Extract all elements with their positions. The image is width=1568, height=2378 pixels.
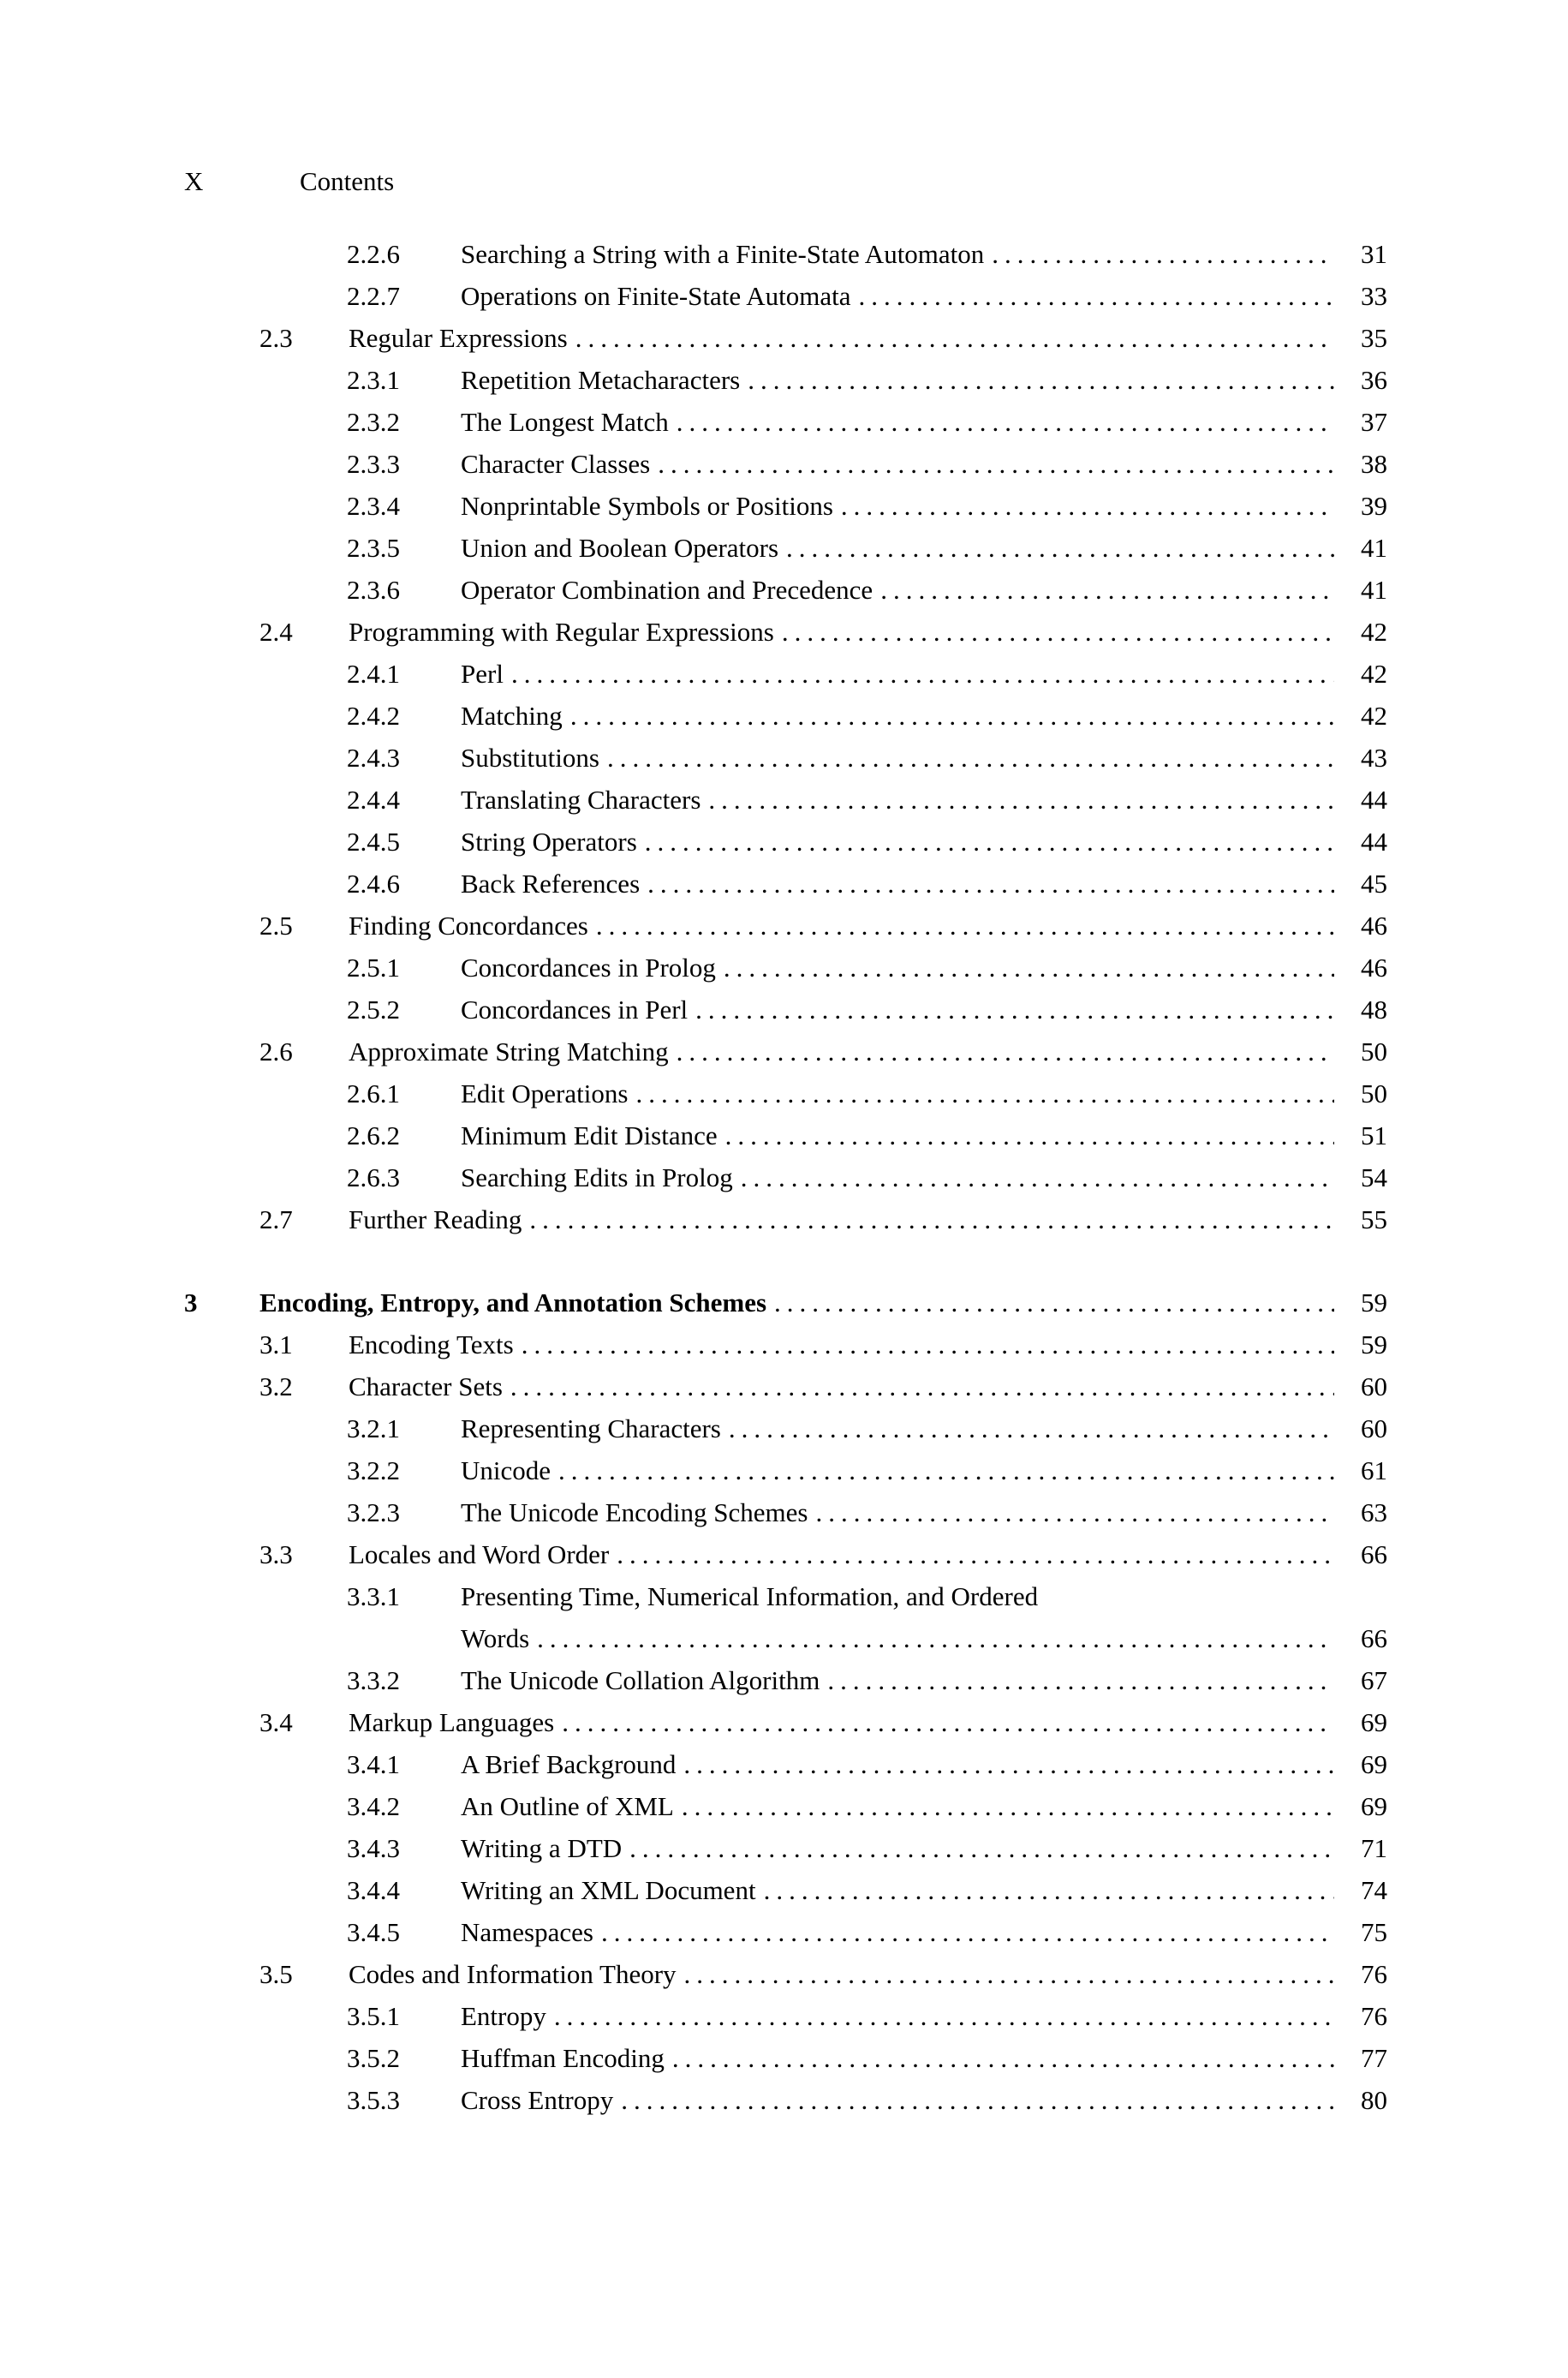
toc-entry-number: 2.4.5 [347,827,400,857]
toc-entry-title: The Longest Match [461,407,669,437]
toc-entry-number: 3.2 [259,1371,293,1401]
dot-leader [778,527,1334,569]
dot-leader [740,359,1334,401]
toc-entry [184,1785,1387,1827]
toc-entry [184,1827,1387,1869]
toc-entry-number: 3.5.3 [347,2085,400,2115]
dot-leader [588,905,1334,947]
dot-leader [613,2079,1334,2121]
toc-entry-title: A Brief Background [461,1749,677,1779]
toc-entry-page-number: 46 [1361,953,1387,983]
toc-entry-page-number: 69 [1361,1749,1387,1779]
toc-entry-page-number: 44 [1361,785,1387,815]
toc-entry-title: Repetition Metacharacters [461,365,741,395]
dot-leader [669,401,1334,443]
toc-entry-number: 2.4.6 [347,869,400,899]
toc-entry-title: Operator Combination and Precedence [461,575,873,605]
toc-entry-title: Approximate String Matching [349,1037,669,1067]
toc-entry [184,1072,1387,1114]
dot-leader [622,1827,1334,1869]
toc-entry-title: Codes and Information Theory [349,1959,677,1989]
toc-entry-page-number: 66 [1361,1539,1387,1569]
dot-leader [766,1282,1334,1323]
toc-entry-title: Writing an XML Document [461,1875,756,1905]
toc-entry-number: 2.3.2 [347,407,400,437]
toc-entry-number: 3.4.3 [347,1833,400,1863]
toc-entry-page-number: 48 [1361,995,1387,1025]
toc-entry-title: Markup Languages [349,1707,555,1737]
toc-entry-page-number: 66 [1361,1623,1387,1653]
toc-entry [184,1743,1387,1785]
toc-entry [184,1282,1387,1323]
toc-entry-number: 3.3 [259,1539,293,1569]
toc-entry-title: Encoding, Entropy, and Annotation Schemes [259,1288,767,1317]
toc-entry-title: Back References [461,869,641,899]
toc-entry-number: 3.5 [259,1959,293,1989]
toc-entry-number: 2.6 [259,1037,293,1067]
toc-entry-page-number: 76 [1361,1959,1387,1989]
dot-leader [669,1031,1334,1072]
toc-entry-number: 3.2.2 [347,1455,400,1485]
toc-entry-page-number: 50 [1361,1078,1387,1108]
toc-entry-title: Character Sets [349,1371,503,1401]
toc-entry [184,401,1387,443]
toc-entry-title: Perl [461,659,504,689]
toc-entry-page-number: 36 [1361,365,1387,395]
toc-entry-page-number: 61 [1361,1455,1387,1485]
toc-entry-title: Programming with Regular Expressions [349,617,774,647]
toc-entry-number: 3.3.1 [347,1581,400,1611]
toc-entry [184,569,1387,611]
toc-entry-page-number: 37 [1361,407,1387,437]
toc-entry-number: 2.6.2 [347,1120,400,1150]
toc-entry-number: 2.5.1 [347,953,400,983]
toc-entry-page-number: 41 [1361,575,1387,605]
toc-entry-number: 2.6.1 [347,1078,400,1108]
toc-entry-number: 2.3.1 [347,365,400,395]
toc-entry-number: 3.5.1 [347,2001,400,2031]
toc-entry-title: Namespaces [461,1917,593,1947]
dot-leader [568,317,1334,359]
toc-entry-title: Entropy [461,2001,546,2031]
dot-leader [820,1659,1334,1701]
toc-entry-page-number: 74 [1361,1875,1387,1905]
toc-entry-title: Operations on Finite-State Automata [461,281,851,311]
toc-entry-page-number: 45 [1361,869,1387,899]
toc-entry [184,443,1387,485]
dot-leader [503,1365,1334,1407]
toc-entry-number: 3.1 [259,1329,293,1359]
toc-entry [184,737,1387,779]
toc-entry-title: The Unicode Encoding Schemes [461,1497,808,1527]
dot-leader [514,1323,1334,1365]
toc-entry [184,233,1387,275]
toc-entry-page-number: 76 [1361,2001,1387,2031]
toc-entry [184,1995,1387,2037]
dot-leader [551,1449,1334,1491]
toc-entry-title: Nonprintable Symbols or Positions [461,491,833,521]
toc-entry [184,485,1387,527]
dot-leader [733,1156,1334,1198]
toc-entry-title: Concordances in Perl [461,995,689,1025]
toc-entry-page-number: 60 [1361,1371,1387,1401]
dot-leader [833,485,1334,527]
toc-entry-page-number: 41 [1361,533,1387,563]
toc-entry-title: Unicode [461,1455,551,1485]
toc-entry-page-number: 43 [1361,743,1387,773]
toc-entry [184,527,1387,569]
toc-entry-number: 2.2.7 [347,281,400,311]
toc-entry-page-number: 55 [1361,1204,1387,1234]
toc-entry-title: An Outline of XML [461,1791,674,1821]
toc-entry-number: 2.6.3 [347,1162,400,1192]
toc-entry-number: 3.4 [259,1707,293,1737]
toc-entry [184,1449,1387,1491]
toc-entry-title: Character Classes [461,449,651,479]
toc-entry-page-number: 69 [1361,1791,1387,1821]
toc-entry-page-number: 33 [1361,281,1387,311]
toc-entry-number: 2.2.6 [347,239,400,269]
toc-entry [184,2037,1387,2079]
toc-entry-number: 2.4.1 [347,659,400,689]
toc-entry-page-number: 67 [1361,1665,1387,1695]
toc-entry-page-number: 44 [1361,827,1387,857]
toc-entry [184,905,1387,947]
toc-entry-number: 2.7 [259,1204,293,1234]
toc-list [184,233,1387,2121]
toc-entry [184,1617,1387,1659]
toc-entry-title: Searching Edits in Prolog [461,1162,733,1192]
dot-leader [688,989,1334,1031]
toc-entry [184,1198,1387,1240]
toc-entry-title: Concordances in Prolog [461,953,716,983]
toc-entry-title: Finding Concordances [349,911,588,941]
toc-entry-number: 2.5 [259,911,293,941]
toc-entry-title: The Unicode Collation Algorithm [461,1665,820,1695]
toc-entry-page-number: 42 [1361,659,1387,689]
toc-entry-title: Substitutions [461,743,599,773]
dot-leader [721,1407,1334,1449]
toc-entry-number: 2.3 [259,323,293,353]
toc-entry-title: Regular Expressions [349,323,568,353]
toc-entry [184,1407,1387,1449]
toc-entry-title: Words [461,1623,530,1653]
toc-entry-title: Writing a DTD [461,1833,623,1863]
toc-entry [184,1114,1387,1156]
folio-page-number: X [184,166,204,196]
toc-entry [184,821,1387,863]
toc-entry-title: String Operators [461,827,637,857]
toc-entry [184,1156,1387,1198]
toc-entry-page-number: 46 [1361,911,1387,941]
dot-leader [701,779,1334,821]
toc-entry [184,1323,1387,1365]
toc-entry [184,1031,1387,1072]
toc-entry-number: 2.4.2 [347,701,400,731]
toc-entry-page-number: 77 [1361,2043,1387,2073]
dot-leader [718,1114,1334,1156]
dot-leader [716,947,1334,989]
toc-entry-number: 3.5.2 [347,2043,400,2073]
dot-leader [522,1198,1334,1240]
toc-entry-page-number: 59 [1361,1329,1387,1359]
toc-entry [184,1533,1387,1575]
dot-leader [640,863,1334,905]
toc-entry-title: Representing Characters [461,1413,721,1443]
toc-entry [184,653,1387,695]
toc-entry-title: Union and Boolean Operators [461,533,779,563]
toc-entry [184,275,1387,317]
toc-entry [184,863,1387,905]
toc-entry-number: 3.4.4 [347,1875,400,1905]
toc-entry-page-number: 63 [1361,1497,1387,1527]
toc-entry [184,1491,1387,1533]
toc-entry-page-number: 42 [1361,701,1387,731]
dot-leader [676,1743,1334,1785]
toc-entry-title: Cross Entropy [461,2085,614,2115]
toc-entry [184,989,1387,1031]
toc-entry-number: 3.2.1 [347,1413,400,1443]
dot-leader [677,1953,1334,1995]
toc-entry-title: Searching a String with a Finite-State Automaton [461,239,985,269]
dot-leader [609,1533,1334,1575]
toc-entry [184,1659,1387,1701]
toc-entry-page-number: 60 [1361,1413,1387,1443]
toc-entry-page-number: 35 [1361,323,1387,353]
toc-entry [184,317,1387,359]
toc-entry-number: 2.4 [259,617,293,647]
toc-entry-page-number: 31 [1361,239,1387,269]
toc-entry [184,1869,1387,1911]
toc-entry-page-number: 42 [1361,617,1387,647]
page-header [184,164,394,199]
toc-entry [184,1911,1387,1953]
toc-entry [184,611,1387,653]
toc-entry-page-number: 69 [1361,1707,1387,1737]
dot-leader [529,1617,1334,1659]
dot-leader [873,569,1334,611]
dot-leader [756,1869,1334,1911]
toc-entry [184,1365,1387,1407]
toc-entry [184,1575,1387,1617]
toc-entry-title: Presenting Time, Numerical Information, and Ordered [461,1581,1039,1611]
toc-entry-number: 2.3.6 [347,575,400,605]
toc-entry-page-number: 39 [1361,491,1387,521]
toc-entry-number: 3.4.1 [347,1749,400,1779]
toc-entry-page-number: 54 [1361,1162,1387,1192]
toc-entry-title: Translating Characters [461,785,701,815]
toc-entry-page-number: 38 [1361,449,1387,479]
toc-entry-number: 2.3.5 [347,533,400,563]
toc-entry-number: 2.4.3 [347,743,400,773]
dot-leader [674,1785,1334,1827]
toc-entry-number: 3.4.2 [347,1791,400,1821]
dot-leader [628,1072,1334,1114]
dot-leader [984,233,1334,275]
toc-entry [184,359,1387,401]
toc-entry [184,1953,1387,1995]
dot-leader [850,275,1334,317]
toc-entry-title: Huffman Encoding [461,2043,665,2073]
toc-entry-number: 2.3.3 [347,449,400,479]
dot-leader [637,821,1334,863]
toc-entry-number: 3.3.2 [347,1665,400,1695]
toc-entry-page-number: 71 [1361,1833,1387,1863]
dot-leader [808,1491,1334,1533]
toc-entry-number: 2.3.4 [347,491,400,521]
toc-entry-title: Minimum Edit Distance [461,1120,718,1150]
toc-entry-title: Matching [461,701,563,731]
dot-leader [593,1911,1334,1953]
toc-entry [184,947,1387,989]
toc-entry-title: Encoding Texts [349,1329,514,1359]
toc-entry-number: 3.4.5 [347,1917,400,1947]
toc-entry [184,2079,1387,2121]
dot-leader [554,1701,1334,1743]
dot-leader [504,653,1334,695]
dot-leader [563,695,1334,737]
toc-entry-title: Locales and Word Order [349,1539,610,1569]
toc-entry-number: 3 [184,1288,198,1317]
toc-entry-page-number: 50 [1361,1037,1387,1067]
toc-entry-page-number: 51 [1361,1120,1387,1150]
toc-entry [184,779,1387,821]
running-head-title: Contents [300,166,395,196]
toc-entry-page-number: 75 [1361,1917,1387,1947]
toc-entry [184,695,1387,737]
toc-entry-number: 2.4.4 [347,785,400,815]
toc-entry-title: Further Reading [349,1204,522,1234]
toc-entry-title: Edit Operations [461,1078,629,1108]
dot-leader [665,2037,1334,2079]
dot-leader [599,737,1334,779]
toc-entry-page-number: 80 [1361,2085,1387,2115]
dot-leader [546,1995,1334,2037]
toc-entry-number: 3.2.3 [347,1497,400,1527]
toc-entry-number: 2.5.2 [347,995,400,1025]
dot-leader [774,611,1334,653]
dot-leader [650,443,1334,485]
toc-entry [184,1701,1387,1743]
toc-entry-page-number: 59 [1361,1288,1387,1317]
